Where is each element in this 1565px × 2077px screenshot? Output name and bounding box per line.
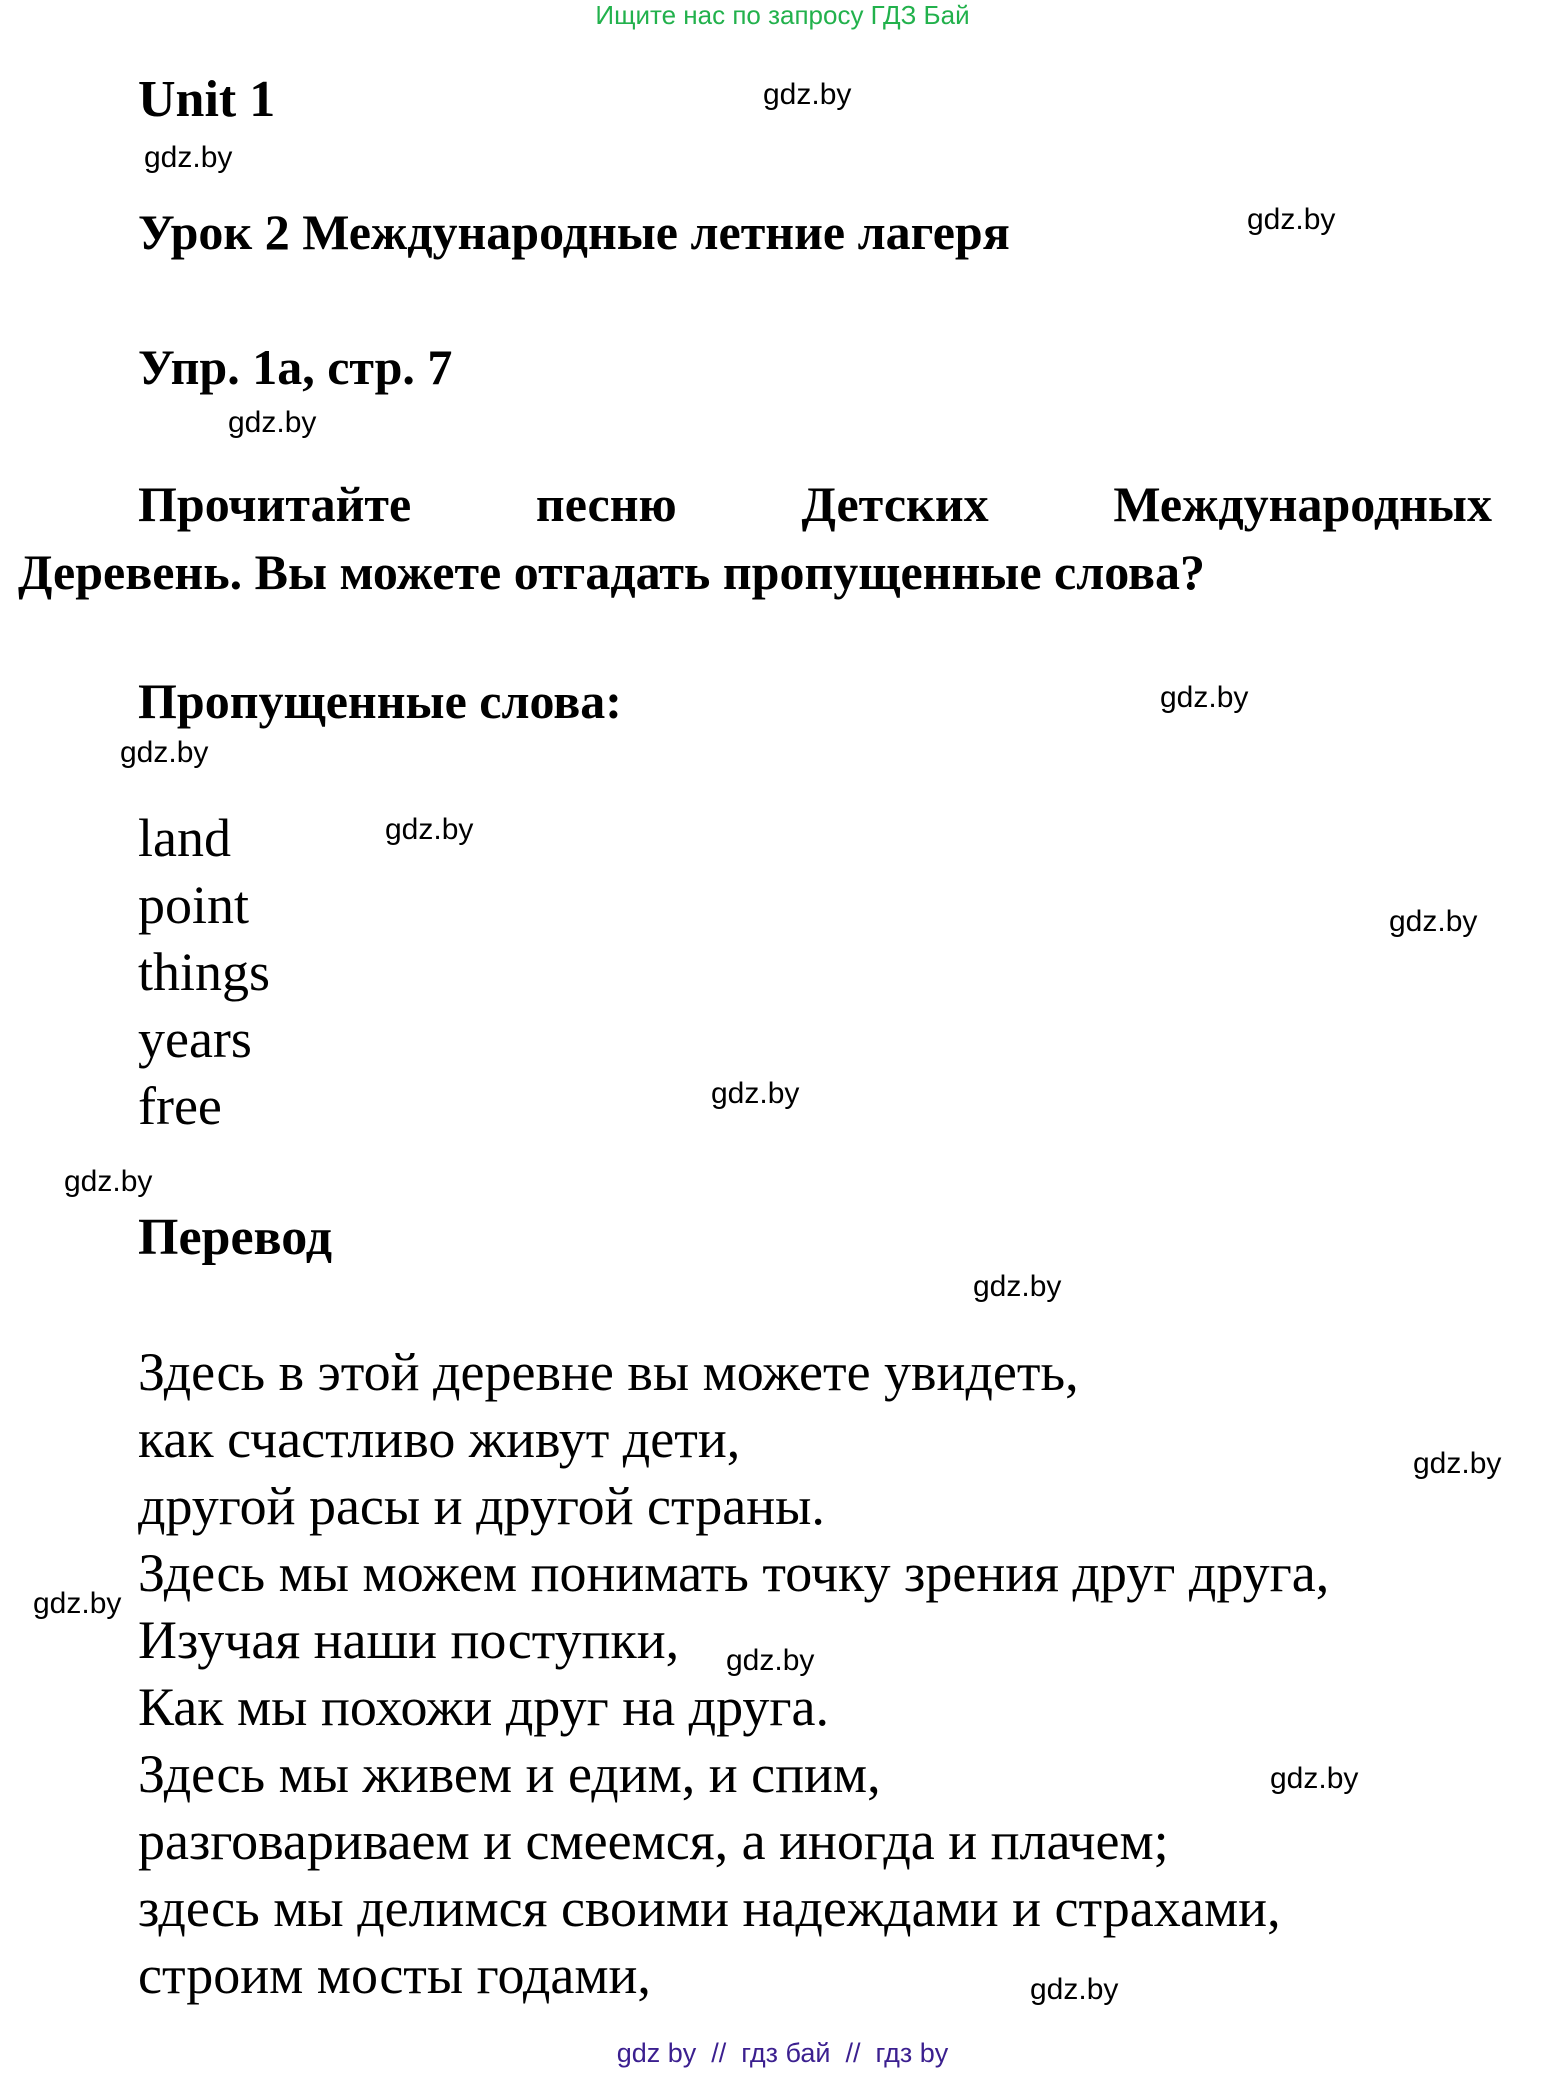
watermark: gdz.by (64, 1165, 153, 1198)
watermark: gdz.by (1389, 905, 1478, 938)
watermark: gdz.by (120, 736, 209, 769)
exercise-reference: Упр. 1a, стр. 7 (138, 339, 453, 395)
exercise-instruction (18, 470, 1492, 606)
instruction-word: Международных (1113, 476, 1492, 532)
watermark: gdz.by (1413, 1447, 1502, 1480)
missing-words-list (138, 805, 270, 1140)
missing-words-heading: Пропущенные слова: (138, 673, 622, 729)
watermark: gdz.by (726, 1644, 815, 1677)
translation-line: Изучая наши поступки, (138, 1610, 680, 1670)
unit-title: Unit 1 (138, 71, 276, 128)
missing-word: land (138, 808, 231, 868)
instruction-word: Прочитайте (138, 476, 412, 532)
watermark: gdz.by (973, 1270, 1062, 1303)
watermark: gdz.by (1270, 1762, 1359, 1795)
translation-line: разговариваем и смеемся, а иногда и плачем; (138, 1811, 1169, 1871)
watermark: gdz.by (144, 141, 233, 174)
translation-heading: Перевод (138, 1209, 333, 1266)
translation-line: здесь мы делимся своими надеждами и страхами, (138, 1878, 1281, 1938)
translation-line: как счастливо живут дети, (138, 1409, 741, 1469)
translation-line: Здесь в этой деревне вы можете увидеть, (138, 1342, 1079, 1402)
watermark: gdz.by (763, 78, 852, 111)
watermark: gdz.by (1030, 1973, 1119, 2006)
top-banner: Ищите нас по запросу ГДЗ Бай (595, 0, 970, 30)
watermark: gdz.by (385, 813, 474, 846)
instruction-word: Детских (801, 476, 989, 532)
missing-word: years (138, 1009, 252, 1069)
watermark: gdz.by (33, 1587, 122, 1620)
watermark: gdz.by (711, 1077, 800, 1110)
lesson-title: Урок 2 Международные летние лагеря (138, 204, 1010, 260)
translation-line: Здесь мы можем понимать точку зрения друг друга, (138, 1543, 1330, 1603)
translation-line: Здесь мы живем и едим, и спим, (138, 1744, 881, 1804)
translation-line: другой расы и другой страны. (138, 1476, 825, 1536)
watermark: gdz.by (1247, 203, 1336, 236)
bottom-link-bar[interactable]: gdz by // гдз бай // гдз by (616, 2038, 949, 2068)
translation-line: строим мосты годами, (138, 1945, 651, 2005)
instruction-line-2: Деревень. Вы можете отгадать пропущенные слова? (18, 544, 1206, 600)
watermark: gdz.by (228, 406, 317, 439)
translation-line: Как мы похожи друг на друга. (138, 1677, 829, 1737)
instruction-line-1 (18, 470, 1492, 538)
instruction-word: песню (535, 476, 677, 532)
watermark: gdz.by (1160, 681, 1249, 714)
missing-word: free (138, 1076, 222, 1136)
missing-word: things (138, 942, 271, 1002)
missing-word: point (138, 875, 250, 935)
